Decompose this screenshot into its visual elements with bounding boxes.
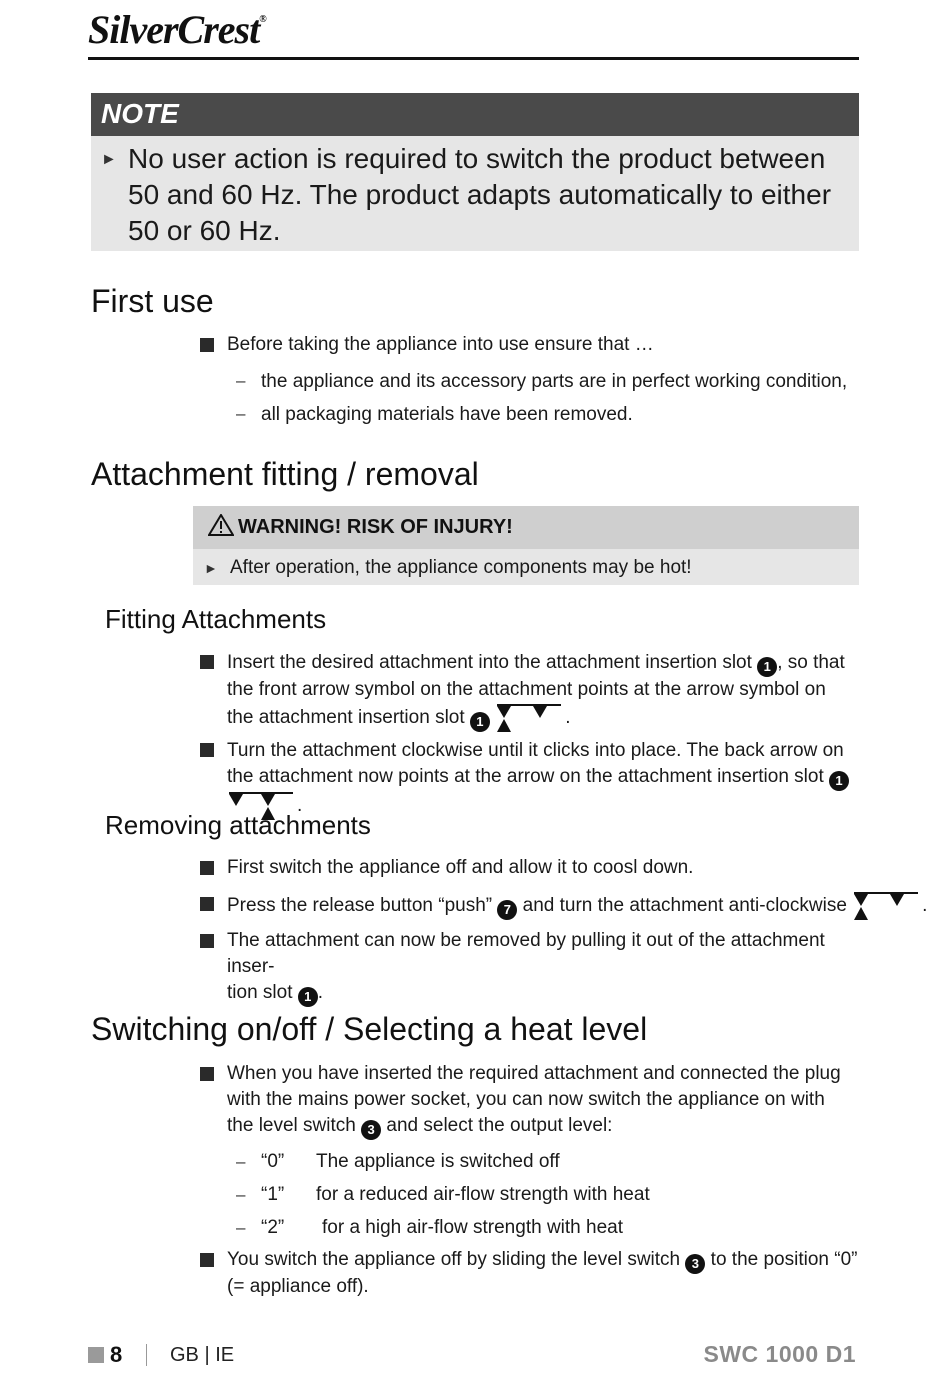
square-bullet-icon (200, 1067, 214, 1081)
warning-title: WARNING! RISK OF INJURY! (208, 514, 513, 539)
level-desc: for a reduced air-flow strength with heat (316, 1184, 650, 1205)
note-header (91, 93, 859, 136)
item-number-badge: 3 (685, 1254, 705, 1274)
level-desc: for a high air-flow strength with heat (322, 1217, 623, 1238)
brand-logo: SilverCrest® (88, 7, 266, 52)
footer-model: SWC 1000 D1 (703, 1341, 856, 1367)
item-number-badge: 3 (361, 1120, 381, 1140)
warning-text: After operation, the appliance components may be hot! (230, 557, 692, 578)
header-rule (88, 57, 859, 60)
note-title: NOTE (101, 98, 179, 129)
arrow-alignment-symbol-icon (495, 703, 565, 733)
fitting-bullet-1: Insert the desired attachment into the attachment insertion slot 1 , so that the front arrow symbol on the attachment points at the arrow symbol on the attachment insertion slot 1 . (227, 650, 852, 733)
square-bullet-icon (200, 338, 214, 352)
heading-attachment: Attachment fitting / removal (91, 456, 479, 492)
arrow-anticlockwise-symbol-icon (852, 891, 922, 921)
square-bullet-icon (200, 743, 214, 757)
first-use-item: the appliance and its accessory parts are in perfect working condition, (261, 371, 848, 392)
fitting-bullet-2: Turn the attachment clockwise until it clicks into place. The back arrow on the attachment now points at the arrow on the attachment insertion slot 1 . (227, 738, 857, 821)
dash-bullet-icon: – (236, 1152, 246, 1171)
removing-bullet-1: First switch the appliance off and allow it to coosl down. (227, 857, 694, 878)
level-desc: The appliance is switched off (316, 1151, 560, 1172)
dash-bullet-icon: – (236, 371, 246, 390)
footer-divider (146, 1344, 147, 1366)
switching-bullet-1: When you have inserted the required attachment and connected the plug with the mains power socket, you can now switch the appliance on with the level switch 3 and select the output level: (227, 1061, 855, 1140)
item-number-badge: 1 (298, 987, 318, 1007)
footer-square-icon (88, 1347, 104, 1363)
square-bullet-icon (200, 897, 214, 911)
dash-bullet-icon: – (236, 404, 246, 423)
level-key: “1” (261, 1184, 285, 1205)
note-text: No user action is required to switch the product between 50 and 60 Hz. The product adapts automatically to either 50 or 60 Hz. (128, 143, 832, 246)
first-use-bullet: Before taking the appliance into use ensure that … (227, 334, 654, 355)
item-number-badge: 7 (497, 900, 517, 920)
removing-bullet-3: The attachment can now be removed by pulling it out of the attachment inser- tion slot 1 . (227, 928, 862, 1007)
dash-bullet-icon: – (236, 1218, 246, 1237)
heading-switching: Switching on/off / Selecting a heat level (91, 1011, 648, 1047)
item-number-badge: 1 (470, 712, 490, 732)
warning-triangle-icon (208, 514, 234, 536)
item-number-badge: 1 (829, 771, 849, 791)
square-bullet-icon (200, 655, 214, 669)
switching-bullet-2: You switch the appliance off by sliding the level switch 3 to the position “0” (= appliance off). (227, 1249, 858, 1297)
square-bullet-icon (200, 861, 214, 875)
heading-first-use: First use (91, 283, 214, 319)
arrow-bullet-icon: ► (204, 560, 218, 576)
page-number: 8 (110, 1342, 123, 1367)
first-use-item: all packaging materials have been removed. (261, 404, 633, 425)
heading-removing: Removing attachments (105, 810, 371, 840)
arrow-bullet-icon: ► (101, 151, 117, 168)
level-key: “2” (261, 1217, 285, 1238)
level-key: “0” (261, 1151, 285, 1172)
dash-bullet-icon: – (236, 1185, 246, 1204)
item-number-badge: 1 (757, 657, 777, 677)
square-bullet-icon (200, 934, 214, 948)
removing-bullet-2: Press the release button “push” 7 and turn the attachment anti-clockwise . (227, 891, 862, 921)
square-bullet-icon (200, 1253, 214, 1267)
heading-fitting: Fitting Attachments (105, 604, 327, 634)
footer-locale: GB | IE (170, 1344, 235, 1366)
